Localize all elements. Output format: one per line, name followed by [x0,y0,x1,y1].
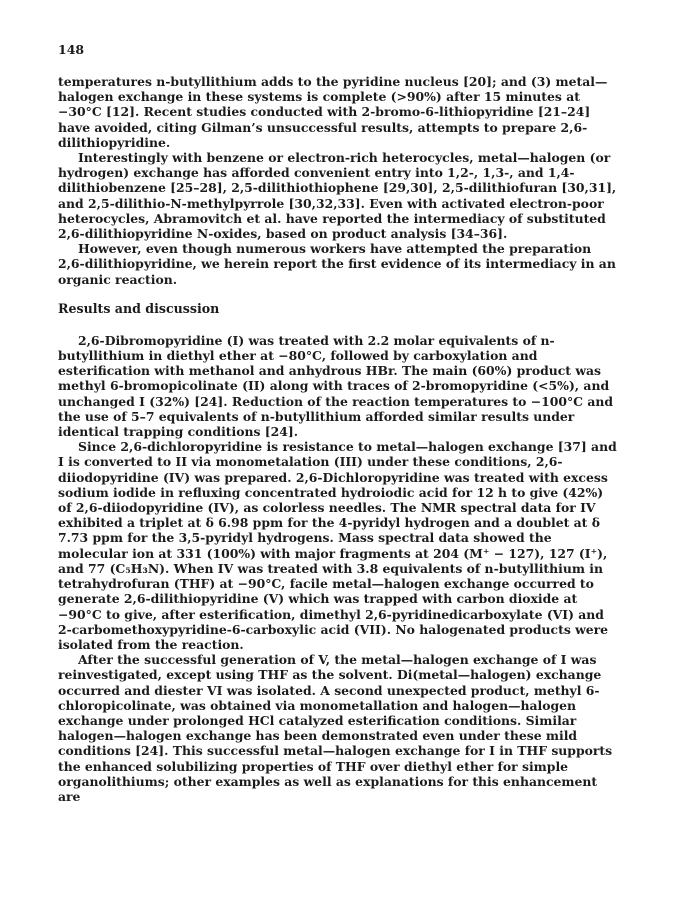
paragraph: Interestingly with benzene or electron-rich heterocycles, metal—halogen (or hydrogen) exchange has afforded convenient entry into 1,2-, 1,3-, and 1,4-dilithiobenzene [25–28], 2,5-dilithiothiophene [29,30], 2,5-dilithiofuran [30,31], and 2,5-dilithio-N-methylpyrrole [30,32,33]. Even with activated electron-poor heterocycles, Abramovitch et al. have reported the intermediacy of substituted 2,6-dilithiopyridine N-oxides, based on product analysis [34–36]. [58,150,617,242]
paragraph: temperatures n-butyllithium adds to the pyridine nucleus [20]; and (3) metal—halogen exchange in these systems is complete (>90%) after 15 minutes at −30°C [12]. Recent studies conducted with 2-bromo-6-lithiopyridine [21–24] have avoided, citing Gilman’s unsuccessful results, attempts to prepare 2,6-dilithiopyridine. [58,74,608,150]
paper-page [58,42,618,804]
section-heading: Results and discussion [58,300,220,316]
intro-section [58,74,618,287]
results-section [58,333,618,804]
page-number: 148 [58,42,85,57]
paragraph: However, even though numerous workers have attempted the preparation 2,6-dilithiopyridine, we herein report the first evidence of its intermediacy in an organic reaction. [58,241,616,287]
paragraph: Since 2,6-dichloropyridine is resistance to metal—halogen exchange [37] and I is converted to II via monometalation (III) under these conditions, 2,6-diiodopyridine (IV) was prepared. 2,6-Dichloropyridine was treated with excess sodium iodide in refluxing concentrated hydroiodic acid for 12 h to give (42%) of 2,6-diiodopyridine (IV), as colorless needles. The NMR spectral data for IV exhibited a triplet at δ 6.98 ppm for the 4-pyridyl hydrogen and a doublet at δ 7.73 ppm for the 3,5-pyridyl hydrogens. Mass spectral data showed the molecular ion at 331 (100%) with major fragments at 204 (M⁺ − 127), 127 (I⁺), and 77 (C₅H₃N). When IV was treated with 3.8 equivalents of n-butyllithium in tetrahydrofuran (THF) at −90°C, facile metal—halogen exchange occurred to generate 2,6-dilithiopyridine (V) which was trapped with carbon dioxide at −90°C to give, after esterification, dimethyl 2,6-pyridinedicarboxylate (VI) and 2-carbomethoxypyridine-6-carboxylic acid (VII). No halogenated products were isolated from the reaction. [58,439,617,652]
paragraph: 2,6-Dibromopyridine (I) was treated with 2.2 molar equivalents of n-butyllithium in diethyl ether at −80°C, followed by carboxylation and esterification with methanol and anhydrous HBr. The main (60%) product was methyl 6-bromopicolinate (II) along with traces of 2-bromopyridine (<5%), and unchanged I (32%) [24]. Reduction of the reaction temperatures to −100°C and the use of 5–7 equivalents of n-butyllithium afforded similar results under identical trapping conditions [24]. [58,332,614,440]
paragraph: After the successful generation of V, the metal—halogen exchange of I was reinvestigated, except using THF as the solvent. Di(metal—halogen) exchange occurred and diester VI was isolated. A second unexpected product, methyl 6-chloropicolinate, was obtained via monometallation and halogen—halogen exchange under prolonged HCl catalyzed esterification conditions. Similar halogen—halogen exchange has been demonstrated even under these mild conditions [24]. This successful metal—halogen exchange for I in THF supports the enhanced solubilizing properties of THF over diethyl ether for simple organolithiums; other examples as well as explanations for this enhancement are [58,652,613,804]
